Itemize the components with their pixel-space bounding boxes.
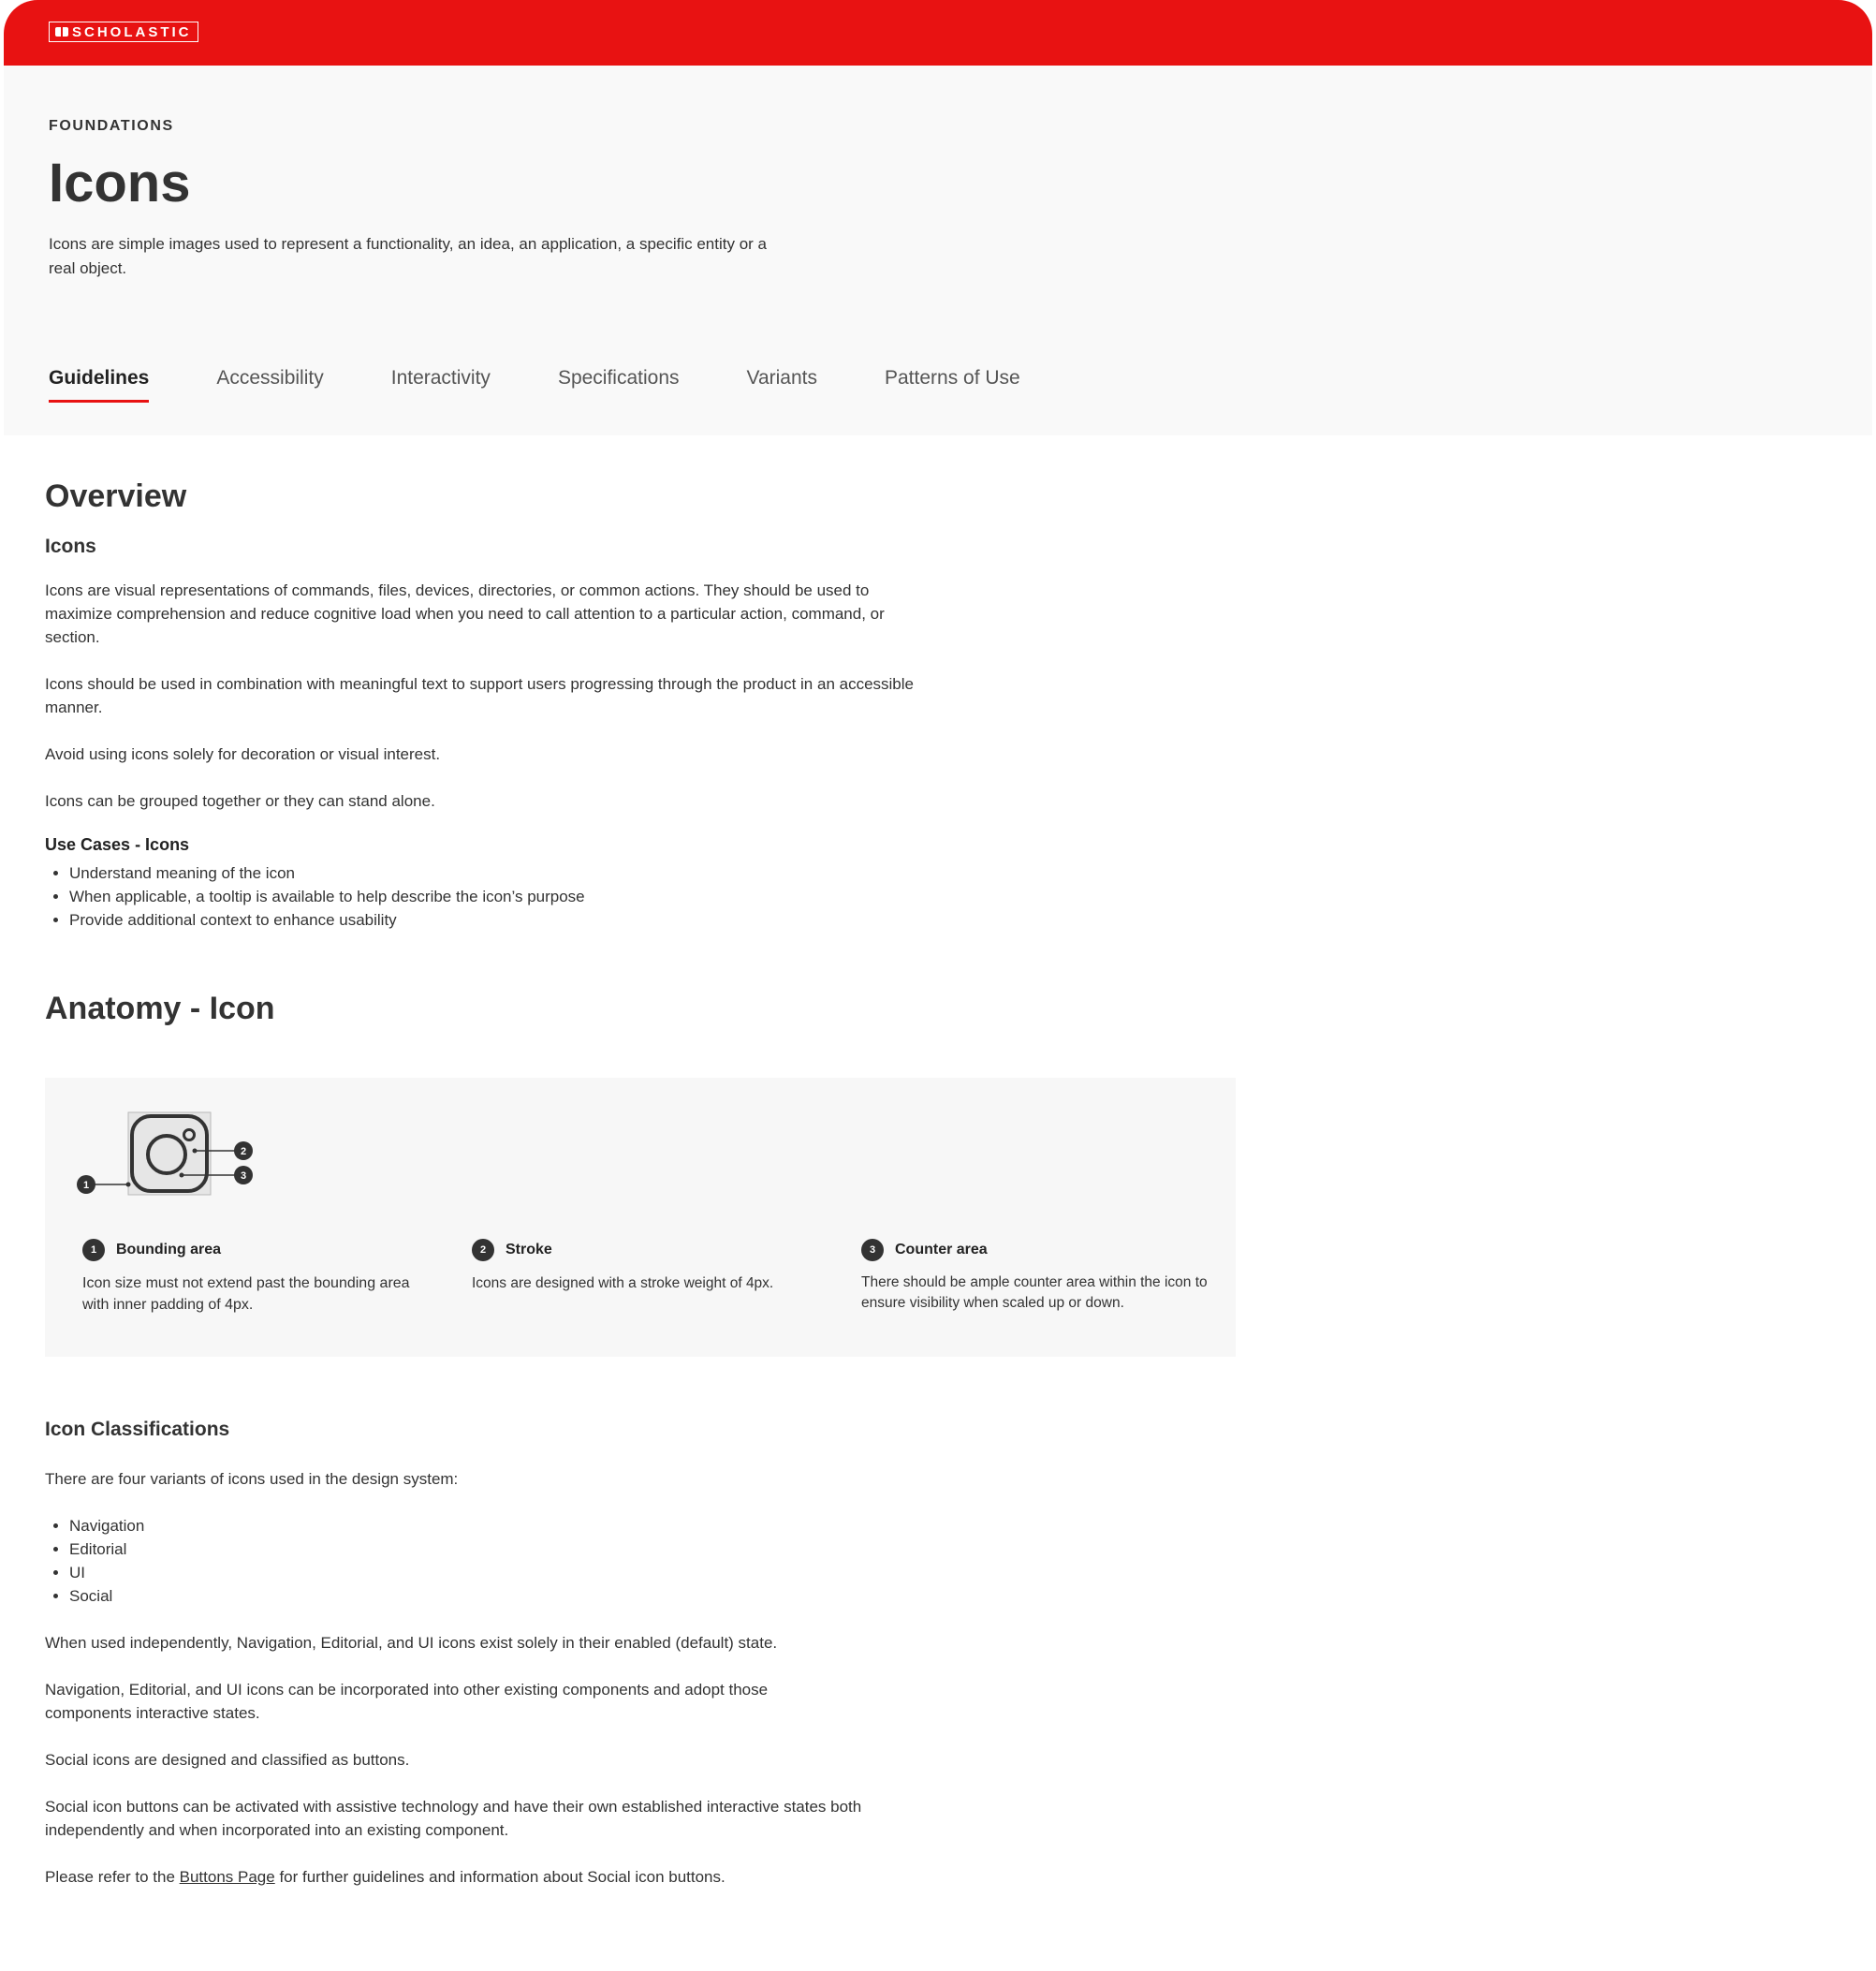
- classifications-paragraph: Social icon buttons can be activated with assistive technology and have their own established interactive states both independently and when incorporated into an existing component.: [45, 1798, 862, 1839]
- anatomy-item-title: Stroke: [506, 1242, 552, 1258]
- buttons-page-link[interactable]: Buttons Page: [179, 1868, 275, 1886]
- list-item: • UI: [69, 1561, 144, 1584]
- eyebrow: FOUNDATIONS: [49, 118, 174, 134]
- scholastic-logo[interactable]: [49, 22, 198, 42]
- hero: [4, 66, 1872, 435]
- classifications-intro: There are four variants of icons used in the design system:: [45, 1470, 459, 1488]
- anatomy-item-text: There should be ample counter area within the icon to ensure visibility when scaled up or down.: [861, 1274, 1208, 1311]
- book-icon: [55, 27, 68, 37]
- anatomy-item-title: Bounding area: [116, 1242, 222, 1258]
- classifications-paragraph: When used independently, Navigation, Editorial, and UI icons exist solely in their enabled (default) state.: [45, 1634, 778, 1652]
- use-cases-title: Use Cases - Icons: [45, 835, 190, 854]
- callout-1: [77, 1175, 95, 1194]
- overview-heading: Overview: [45, 478, 187, 514]
- anatomy-item-counter-area: [861, 1239, 1208, 1314]
- page-description: Icons are simple images used to represent a functionality, an idea, an application, a specific entity or a real object.: [49, 235, 768, 277]
- overview-paragraph: Icons can be grouped together or they can stand alone.: [45, 792, 435, 810]
- anatomy-item-bounding-area: [82, 1239, 419, 1316]
- callout-2: [234, 1141, 253, 1160]
- number-badge: 1: [82, 1239, 105, 1261]
- reference-suffix: for further guidelines and information about Social icon buttons.: [274, 1868, 725, 1886]
- anatomy-panel: [45, 1078, 1236, 1357]
- overview-paragraph: Icons are visual representations of commands, files, devices, directories, or common actions. They should be used to maximize comprehension and reduce cognitive load when you need to call attention to a particular action, command, or section.: [45, 581, 885, 646]
- classifications-paragraph: Social icons are designed and classified as buttons.: [45, 1751, 410, 1769]
- overview-subheading: Icons: [45, 536, 96, 557]
- svg-text:2: 2: [240, 1146, 247, 1157]
- tab-guidelines[interactable]: Guidelines: [49, 367, 149, 403]
- list-item: • When applicable, a tooltip is available to help describe the icon’s purpose: [69, 885, 585, 908]
- anatomy-item-text: Icons are designed with a stroke weight of 4px.: [472, 1275, 774, 1291]
- number-badge: 2: [472, 1239, 494, 1261]
- list-item: • Navigation: [69, 1514, 144, 1537]
- overview-paragraph: Avoid using icons solely for decoration or visual interest.: [45, 745, 441, 763]
- tab-specifications[interactable]: Specifications: [557, 367, 680, 389]
- anatomy-item-stroke: [472, 1239, 809, 1294]
- use-cases-list: [45, 861, 585, 932]
- anatomy-heading: Anatomy - Icon: [45, 991, 275, 1026]
- buttons-page-reference: [45, 1865, 981, 1889]
- list-item: • Social: [69, 1584, 144, 1608]
- anatomy-item-text: Icon size must not extend past the bounding area with inner padding of 4px.: [82, 1275, 410, 1313]
- brand-name: SCHOLASTIC: [72, 23, 192, 40]
- tab-bar: [49, 367, 1020, 403]
- page-title: Icons: [49, 153, 191, 213]
- number-badge: 3: [861, 1239, 884, 1261]
- instagram-icon-anatomy-diagram: [77, 1111, 255, 1205]
- svg-text:1: 1: [82, 1180, 90, 1191]
- tab-interactivity[interactable]: Interactivity: [390, 367, 491, 389]
- classifications-heading: Icon Classifications: [45, 1419, 230, 1440]
- classifications-paragraph: Navigation, Editorial, and UI icons can be incorporated into other existing components and adopt those components interactive states.: [45, 1681, 769, 1722]
- anatomy-item-title: Counter area: [895, 1242, 988, 1258]
- reference-prefix: Please refer to the: [45, 1868, 180, 1886]
- bounding-area: [128, 1112, 211, 1195]
- overview-paragraph: Icons should be used in combination with meaningful text to support users progressing through the product in an accessible manner.: [45, 675, 914, 716]
- top-bar: [4, 0, 1872, 66]
- list-item: • Editorial: [69, 1537, 144, 1561]
- tab-accessibility[interactable]: Accessibility: [216, 367, 324, 389]
- svg-text:3: 3: [240, 1170, 247, 1182]
- list-item: • Provide additional context to enhance usability: [69, 908, 585, 932]
- callout-3: [234, 1166, 253, 1184]
- tab-patterns-of-use[interactable]: Patterns of Use: [885, 367, 1020, 389]
- icon-variant-list: [45, 1514, 144, 1608]
- list-item: • Understand meaning of the icon: [69, 861, 585, 885]
- tab-variants[interactable]: Variants: [746, 367, 817, 389]
